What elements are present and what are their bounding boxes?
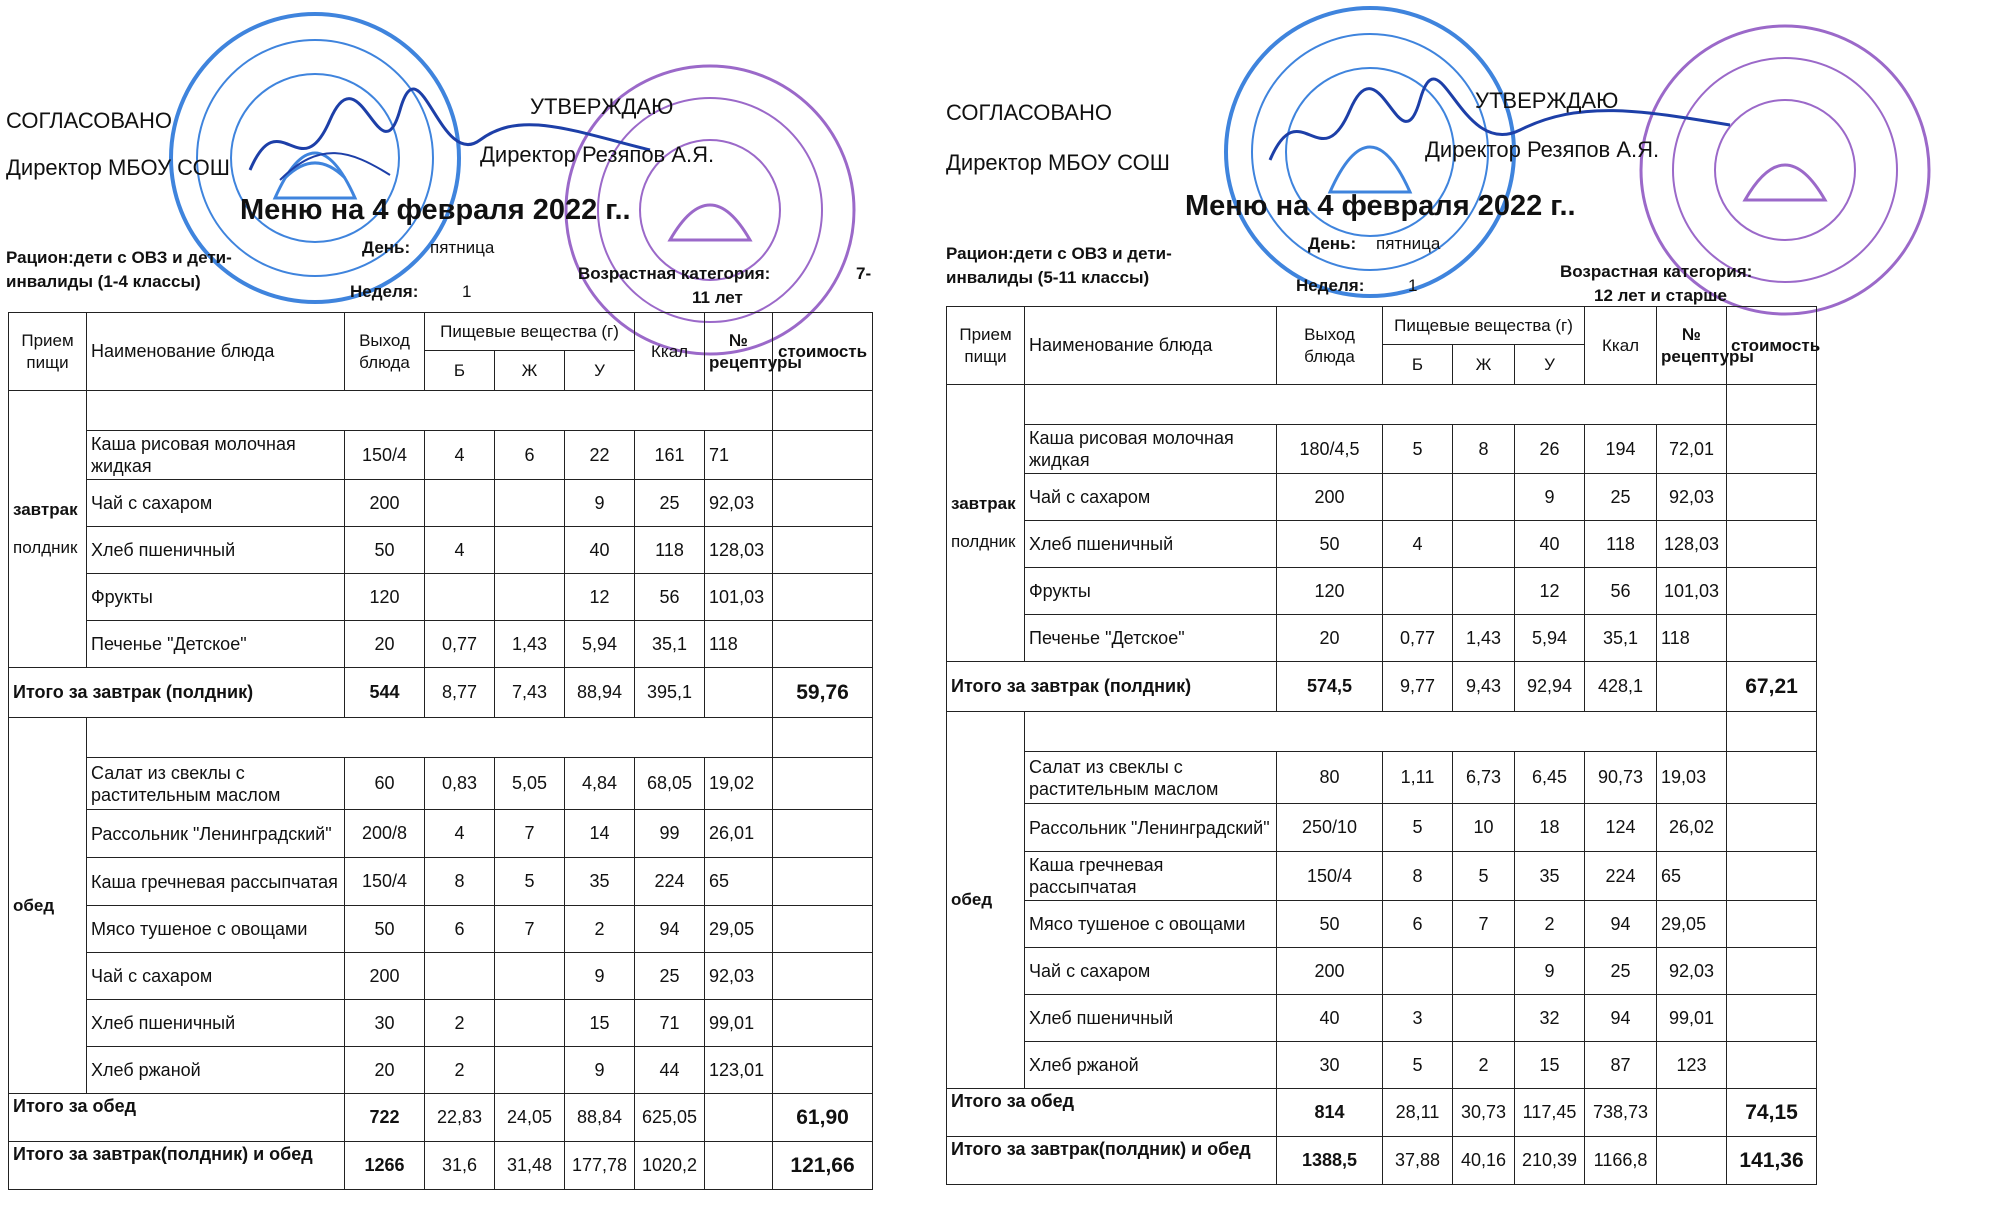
age-label: Возрастная категория: <box>578 264 771 283</box>
meal-breakfast <box>9 391 87 668</box>
day-label: День: <box>1308 234 1357 253</box>
confirm-by: Директор Резяпов А.Я. <box>1425 137 1660 162</box>
table-row: Чай с сахаром 200 9 25 92,03 <box>947 948 1817 995</box>
table-row: Каша гречневая рассыпчатая 150/4 8 5 35 224 65 <box>947 852 1817 901</box>
header-u: У <box>1515 345 1585 385</box>
header-yield: Выход блюда <box>1277 307 1383 385</box>
breakfast-total-row: Итого за завтрак (полдник) 574,5 9,77 9,43 92,94 428,1 67,21 <box>947 662 1817 712</box>
header-dish: Наименование блюда <box>87 313 345 391</box>
table-row: Каша рисовая молочная жидкая 180/4,5 5 8 26 194 72,01 <box>947 425 1817 474</box>
table-row: Хлеб ржаной 20 2 9 44 123,01 <box>9 1047 873 1094</box>
meal-breakfast <box>947 385 1025 662</box>
header-nutrients: Пищевые вещества (г) <box>1383 307 1585 345</box>
table-row: Чай с сахаром 200 9 25 92,03 <box>947 474 1817 521</box>
table-row: Фрукты 120 12 56 101,03 <box>947 568 1817 615</box>
week-value: 1 <box>462 282 472 301</box>
table-row: Печенье "Детское" 20 0,77 1,43 5,94 35,1 118 <box>947 615 1817 662</box>
confirm-label: УТВЕРЖДАЮ <box>530 94 674 119</box>
snack-label: полдник <box>13 538 78 557</box>
approved-label: СОГЛАСОВАНО <box>946 100 1112 125</box>
ration-line-2: инвалиды (1-4 классы) <box>6 272 201 291</box>
header-u: У <box>565 351 635 391</box>
menu-table <box>946 306 1821 1185</box>
menu-title: Меню на 4 февраля 2022 г.. <box>240 194 631 226</box>
header-kcal: Ккал <box>635 313 705 391</box>
table-row: Хлеб ржаной 30 5 2 15 87 123 <box>947 1042 1817 1089</box>
ration-line-2: инвалиды (5-11 классы) <box>946 268 1150 287</box>
grand-total-row: Итого за завтрак(полдник) и обед 1266 31,6 31,48 177,78 1020,2 121,66 <box>9 1142 873 1190</box>
header-cost: стоимость <box>1727 307 1817 385</box>
confirm-by: Директор Резяпов А.Я. <box>480 142 715 167</box>
table-row: Фрукты 120 12 56 101,03 <box>9 574 873 621</box>
table-row: Рассольник "Ленинградский" 200/8 4 7 14 99 26,01 <box>9 810 873 858</box>
table-row: Каша рисовая молочная жидкая 150/4 4 6 22 161 71 <box>9 431 873 480</box>
table-row: Каша гречневая рассыпчатая 150/4 8 5 35 224 65 <box>9 858 873 906</box>
header-b: Б <box>1383 345 1453 385</box>
age-value-b: 11 лет <box>692 288 743 307</box>
menu-sheet-left <box>0 0 900 1216</box>
breakfast-label: завтрак <box>13 500 78 519</box>
table-row: Чай с сахаром 200 9 25 92,03 <box>9 480 873 527</box>
day-value: пятница <box>1376 234 1441 253</box>
table-row: Салат из свеклы с растительным маслом 60 0,83 5,05 4,84 68,05 19,02 <box>9 758 873 810</box>
day-label: День: <box>362 238 411 257</box>
menu-sheet-right <box>940 0 1840 1216</box>
breakfast-label: завтрак <box>951 494 1016 513</box>
breakfast-total-row: Итого за завтрак (полдник) 544 8,77 7,43 88,94 395,1 59,76 <box>9 668 873 718</box>
week-label: Неделя: <box>350 282 419 301</box>
ration-line-1: Рацион:дети с ОВЗ и дети- <box>6 248 232 267</box>
lunch-total-row: Итого за обед 722 22,83 24,05 88,84 625,05 61,90 <box>9 1094 873 1142</box>
header-b: Б <box>425 351 495 391</box>
age-label: Возрастная категория: <box>1560 262 1753 281</box>
ration-line-1: Рацион:дети с ОВЗ и дети- <box>946 244 1172 263</box>
age-value: 12 лет и старше <box>1594 286 1727 305</box>
grand-total-row: Итого за завтрак(полдник) и обед 1388,5 37,88 40,16 210,39 1166,8 141,36 <box>947 1137 1817 1185</box>
header-zh: Ж <box>495 351 565 391</box>
table-row: Хлеб пшеничный 50 4 40 118 128,03 <box>947 521 1817 568</box>
table-row: Мясо тушеное с овощами 50 6 7 2 94 29,05 <box>947 901 1817 948</box>
header-yield: Выход блюда <box>345 313 425 391</box>
table-row: Хлеб пшеничный 40 3 32 94 99,01 <box>947 995 1817 1042</box>
header-recipe: № рецептуры <box>1657 307 1727 385</box>
menu-title: Меню на 4 февраля 2022 г.. <box>1185 190 1576 222</box>
approved-label: СОГЛАСОВАНО <box>6 108 172 133</box>
meal-lunch: обед <box>9 718 87 1094</box>
lunch-total-row: Итого за обед 814 28,11 30,73 117,45 738,73 74,15 <box>947 1089 1817 1137</box>
confirm-label: УТВЕРЖДАЮ <box>1475 88 1619 113</box>
table-row: Чай с сахаром 200 9 25 92,03 <box>9 953 873 1000</box>
header-meal: Прием пищи <box>947 307 1025 385</box>
table-row: Мясо тушеное с овощами 50 6 7 2 94 29,05 <box>9 906 873 953</box>
table-row: Печенье "Детское" 20 0,77 1,43 5,94 35,1 118 <box>9 621 873 668</box>
header-zh: Ж <box>1453 345 1515 385</box>
week-value: 1 <box>1408 276 1418 295</box>
header-dish: Наименование блюда <box>1025 307 1277 385</box>
table-row: Салат из свеклы с растительным маслом 80 1,11 6,73 6,45 90,73 19,03 <box>947 752 1817 804</box>
table-row: Хлеб пшеничный 30 2 15 71 99,01 <box>9 1000 873 1047</box>
header-meal: Прием пищи <box>9 313 87 391</box>
header-kcal: Ккал <box>1585 307 1657 385</box>
snack-label: полдник <box>951 532 1016 551</box>
day-value: пятница <box>430 238 495 257</box>
table-row: Рассольник "Ленинградский" 250/10 5 10 18 124 26,02 <box>947 804 1817 852</box>
approved-by: Директор МБОУ СОШ <box>946 150 1170 175</box>
meal-lunch: обед <box>947 712 1025 1089</box>
header-cost: стоимость <box>773 313 873 391</box>
approved-by: Директор МБОУ СОШ <box>6 155 230 180</box>
header-nutrients: Пищевые вещества (г) <box>425 313 635 351</box>
menu-table <box>8 312 873 1190</box>
age-value-a: 7- <box>856 264 872 283</box>
header-recipe: № рецептуры <box>705 313 773 391</box>
week-label: Неделя: <box>1296 276 1365 295</box>
table-row: Хлеб пшеничный 50 4 40 118 128,03 <box>9 527 873 574</box>
